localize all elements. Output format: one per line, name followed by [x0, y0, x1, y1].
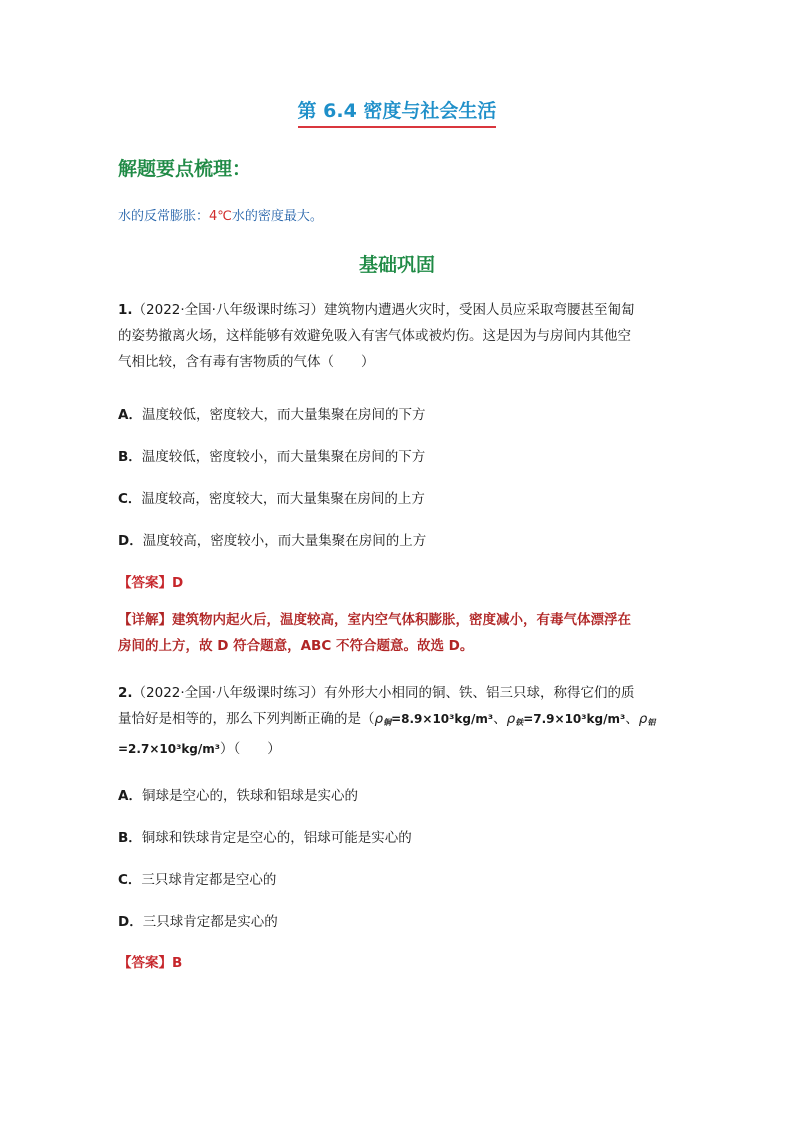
question-2-text-3: ）（ ）	[220, 741, 281, 757]
question-2-option-a	[118, 784, 678, 804]
density-iron: =7.9×10³kg/m³	[523, 712, 626, 726]
question-2-text-2: 量恰好是相等的，那么下列判断正确的是（	[118, 711, 375, 727]
option-letter: D．	[118, 914, 143, 930]
subscript-copper: 铜	[383, 718, 392, 727]
question-1-text-1: 建筑物内遭遇火灾时，受困人员应采取弯腰甚至匍匐	[323, 302, 635, 318]
question-1-line-1	[118, 297, 680, 323]
question-2-text-1: 有外形大小相同的铜、铁、铝三只球，称得它们的质	[323, 685, 635, 701]
tip-highlight: 4℃	[209, 209, 232, 224]
option-text: 温度较低，密度较大，而大量集聚在房间的下方	[141, 407, 426, 423]
option-letter: B．	[118, 449, 142, 465]
option-text: 温度较低，密度较小，而大量集聚在房间的下方	[141, 449, 426, 465]
question-2-option-b	[118, 826, 678, 846]
tip-line	[118, 205, 323, 224]
density-copper: =8.9×10³kg/m³	[391, 712, 494, 726]
tip-prefix: 水的反常膨胀：	[118, 209, 210, 224]
option-letter: D．	[118, 533, 143, 549]
option-text: 温度较高，密度较大，而大量集聚在房间的上方	[141, 491, 425, 507]
question-1-line-3: 气相比较，含有毒有害物质的气体（ ）	[118, 354, 375, 370]
question-1-option-a	[118, 403, 678, 423]
rho-symbol: ρ	[506, 711, 516, 727]
subscript-aluminum: 铝	[647, 718, 656, 727]
question-1-line-2: 的姿势撤离火场，这样能够有效避免吸入有害气体或被灼伤。这是因为与房间内其他空	[118, 328, 631, 344]
option-letter: B．	[118, 830, 142, 846]
option-letter: A．	[118, 788, 142, 804]
question-2-line-2	[118, 706, 680, 736]
option-text: 铜球和铁球肯定是空心的，铝球可能是实心的	[141, 830, 412, 846]
question-1-detail	[118, 607, 680, 659]
question-1-source: （2022·全国·八年级课时练习）	[132, 302, 324, 318]
option-text: 铜球是空心的，铁球和铝球是实心的	[141, 788, 358, 804]
rho-symbol: ρ	[374, 711, 384, 727]
section-heading: 基础巩固	[358, 254, 435, 276]
question-2-stem	[118, 680, 680, 762]
density-aluminum: =2.7×10³kg/m³	[118, 742, 221, 756]
question-2-line-3	[118, 736, 680, 762]
question-1-option-c	[118, 487, 678, 507]
question-2-option-c	[118, 868, 678, 888]
question-1-option-b	[118, 445, 678, 465]
option-letter: C．	[118, 491, 142, 507]
question-1-answer: 【答案】D	[118, 575, 184, 591]
question-2-source: （2022·全国·八年级课时练习）	[132, 685, 324, 701]
option-text: 三只球肯定都是空心的	[141, 872, 277, 888]
question-1-detail-line-2: 房间的上方，故 D 符合题意，ABC 不符合题意。故选 D。	[118, 638, 474, 654]
separator: 、	[625, 711, 639, 727]
tips-heading: 解题要点梳理：	[118, 158, 252, 180]
option-letter: C．	[118, 872, 142, 888]
question-1-option-d	[118, 529, 678, 549]
option-text: 温度较高，密度较小，而大量集聚在房间的上方	[142, 533, 427, 549]
separator: 、	[493, 711, 507, 727]
option-letter: A．	[118, 407, 142, 423]
question-2-option-d	[118, 910, 678, 930]
question-2-number: 2.	[118, 685, 133, 701]
question-2-answer: 【答案】B	[118, 955, 183, 971]
question-2-line-1	[118, 680, 680, 706]
page-title	[0, 96, 794, 128]
tip-suffix: 水的密度最大。	[231, 209, 323, 224]
question-1-stem	[118, 297, 680, 375]
page-title-text: 第 6.4 密度与社会生活	[298, 96, 497, 128]
subscript-iron: 铁	[515, 718, 524, 727]
rho-symbol: ρ	[638, 711, 648, 727]
question-1-detail-line-1: 【详解】建筑物内起火后，温度较高，室内空气体积膨胀，密度减小，有毒气体漂浮在	[118, 612, 631, 628]
option-text: 三只球肯定都是实心的	[142, 914, 278, 930]
question-1-number: 1.	[118, 302, 133, 318]
